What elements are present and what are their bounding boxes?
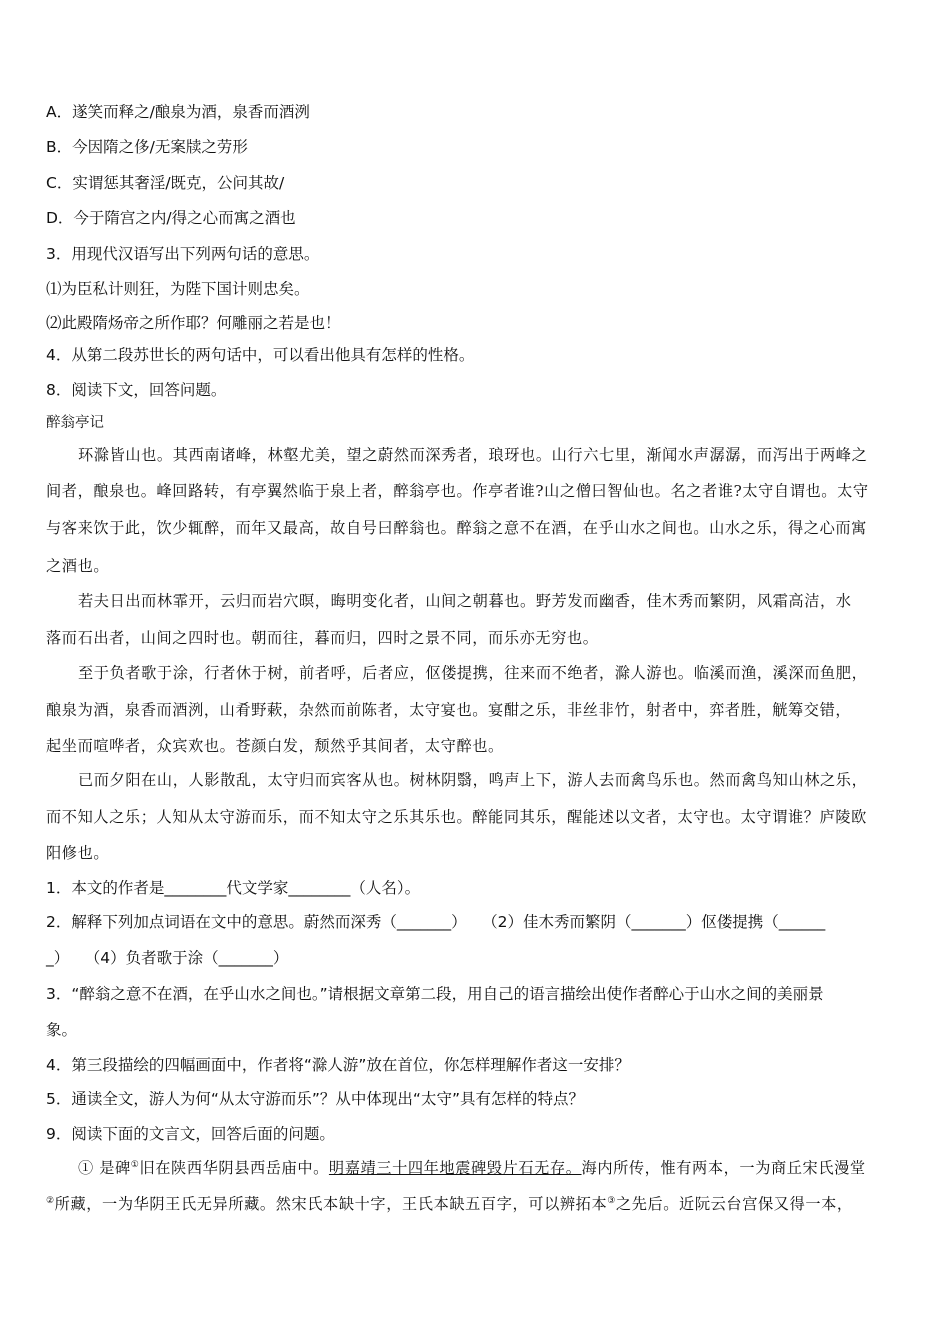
paragraph-marker: ① 是碑 [78, 1159, 131, 1177]
passage-title: 醉翁亭记 [46, 415, 104, 431]
underlined-sentence: 明嘉靖三十四年地震碑毁片石无存。 [328, 1159, 582, 1177]
footnote-ref: ② [46, 1195, 55, 1206]
option-a: A．遂笑而释之/酿泉为酒，泉香而酒洌 [46, 103, 310, 121]
passage-line: 环滁皆山也。其西南诸峰，林壑尤美，望之蔚然而深秀者，琅玡也。山行六七里，渐闻水声潺潺，而泻出于两峰之 [78, 446, 868, 464]
passage-text: 所藏，一为华阴王氏无异所藏。然宋氏本缺十字，王氏本缺五百字，可以辨拓本 [54, 1195, 608, 1213]
question-3-sentence-1: ⑴为臣私计则狂，为陛下国计则忠矣。 [46, 280, 310, 298]
footnote-ref: ③ [607, 1195, 616, 1206]
option-c: C．实谓惩其奢淫/既克，公问其故/ [46, 174, 285, 192]
passage-line: 落而石出者，山间之四时也。朝而往，暮而归，四时之景不同，而乐亦无穷也。 [46, 629, 599, 647]
question-3-sentence-2: ⑵此殿隋炀帝之所作耶？何雕丽之若是也！ [46, 314, 341, 332]
passage-text: 之先后。近阮云台宫保又得一本， [615, 1195, 853, 1213]
question-8-3: 3．“醉翁之意不在酒，在乎山水之间也。”请根据文章第二段，用自己的语言描绘出使作者醉心于山水之间的美丽景 [46, 985, 824, 1003]
passage-line: 起坐而喧哗者，众宾欢也。苍颜白发，颓然乎其间者，太守醉也。 [46, 737, 504, 755]
passage-text: 海内所传，惟有两本，一为商丘宋氏漫堂 [581, 1159, 866, 1177]
passage-text: 旧在陕西华阴县西岳庙中。 [139, 1159, 329, 1177]
passage-2-line-2 [46, 1194, 853, 1214]
question-8-1: 1．本文的作者是________代文学家________（人名）。 [46, 879, 421, 897]
passage-line: 间者，酿泉也。峰回路转，有亭翼然临于泉上者，醉翁亭也。作亭者谁?山之僧曰智仙也。名之者谁?太守自谓也。太守 [46, 482, 869, 500]
passage-line: 而不知人之乐；人知从太守游而乐，而不知太守之乐其乐也。醉能同其乐，醒能述以文者，太守也。太守谓谁？庐陵欧 [46, 808, 867, 826]
passage-2-line-1 [78, 1158, 866, 1178]
question-3-stem: 3．用现代汉语写出下列两句话的意思。 [46, 245, 320, 263]
option-b: B．今因隋之侈/无案牍之劳形 [46, 138, 248, 156]
question-4: 4．从第二段苏世长的两句话中，可以看出他具有怎样的性格。 [46, 346, 475, 364]
passage-line: 已而夕阳在山，人影散乱，太守归而宾客从也。树林阴翳，鸣声上下，游人去而禽鸟乐也。然而禽鸟知山林之乐， [78, 771, 868, 789]
passage-line: 若夫日出而林霏开，云归而岩穴暝，晦明变化者，山间之朝暮也。野芳发而幽香，佳木秀而繁阴，风霜高洁，水 [78, 592, 852, 610]
question-8-5: 5．通读全文，游人为何“从太守游而乐”？从中体现出“太守”具有怎样的特点？ [46, 1090, 584, 1108]
question-9-stem: 9．阅读下面的文言文，回答后面的问题。 [46, 1125, 335, 1143]
question-8-3-continued: 象。 [46, 1021, 78, 1039]
question-8-2-continued: _） （4）负者歌于涂（_______） [46, 949, 289, 967]
question-8-stem: 8．阅读下文，回答问题。 [46, 381, 227, 399]
passage-line: 之酒也。 [46, 557, 110, 575]
passage-line: 阳修也。 [46, 844, 110, 862]
question-8-4: 4．第三段描绘的四幅画面中，作者将“滁人游”放在首位，你怎样理解作者这一安排？ [46, 1056, 630, 1074]
passage-line: 至于负者歌于涂，行者休于树，前者呼，后者应，伛偻提携，往来而不绝者，滁人游也。临溪而渔，溪深而鱼肥， [78, 664, 868, 682]
question-8-2: 2．解释下列加点词语在文中的意思。蔚然而深秀（_______） （2）佳木秀而繁阴（_______）伛偻提携（______ [46, 913, 826, 931]
passage-line: 与客来饮于此，饮少辄醉，而年又最高，故自号曰醉翁也。醉翁之意不在酒，在乎山水之间也。山水之乐，得之心而寓 [46, 519, 867, 537]
footnote-ref: ① [130, 1159, 140, 1170]
option-d: D．今于隋宫之内/得之心而寓之酒也 [46, 209, 296, 227]
passage-line: 酿泉为酒，泉香而酒洌，山肴野蔌，杂然而前陈者，太守宴也。宴酣之乐，非丝非竹，射者中，弈者胜，觥筹交错， [46, 701, 852, 719]
